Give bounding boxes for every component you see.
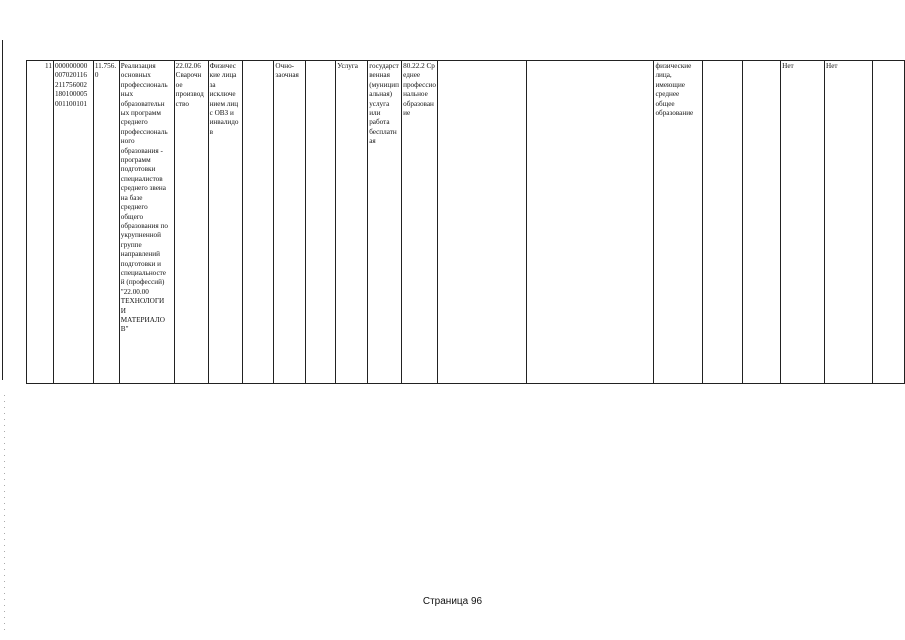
flag-cell-1: Нет: [781, 61, 825, 384]
empty-cell: [438, 61, 527, 384]
empty-cell: [526, 61, 654, 384]
row-number-cell: 11: [27, 61, 54, 384]
left-margin-rule: [2, 40, 3, 380]
empty-cell: [306, 61, 336, 384]
empty-cell: [703, 61, 743, 384]
empty-cell: [872, 61, 904, 384]
table-row: [27, 61, 905, 384]
flag-cell-2: Нет: [825, 61, 873, 384]
okved-name-cell: 80.22.2 Среднее профессиональное образование: [402, 61, 438, 384]
specialty-cell: 22.02.06 Сварочн ое производ ство: [174, 61, 208, 384]
register-table: [26, 60, 905, 384]
consumer-category-cell: Физичес кие лица за исключе нием лиц с ОВЗ и инвалидо в: [208, 61, 242, 384]
page-footer: Страница 96: [422, 596, 483, 607]
registry-code-cell: 000000000 007020116 211756002 180100005 001100101: [53, 61, 93, 384]
service-status-cell: государст венная (муницип альная) услуга или работа бесплатн ая: [368, 61, 402, 384]
recipients-cell: физические лица, имеющие среднее общее образование: [654, 61, 703, 384]
study-form-cell: Очно- заочная: [274, 61, 306, 384]
empty-cell: [242, 61, 274, 384]
service-type-cell: Услуга: [336, 61, 368, 384]
okved-code-cell: 11.756. 0: [93, 61, 119, 384]
empty-cell: [743, 61, 781, 384]
service-name-cell: Реализация основных профессиональ ных образовательн ых программ среднего профессиональ ного образования - программ подготовки специалистов среднего звена на базе среднего общего образования по укрупненной группе направлений подготовки и специальносте й (профессий) "22.00.00 ТЕХНОЛОГИ И МАТЕРИАЛО В": [119, 61, 174, 384]
